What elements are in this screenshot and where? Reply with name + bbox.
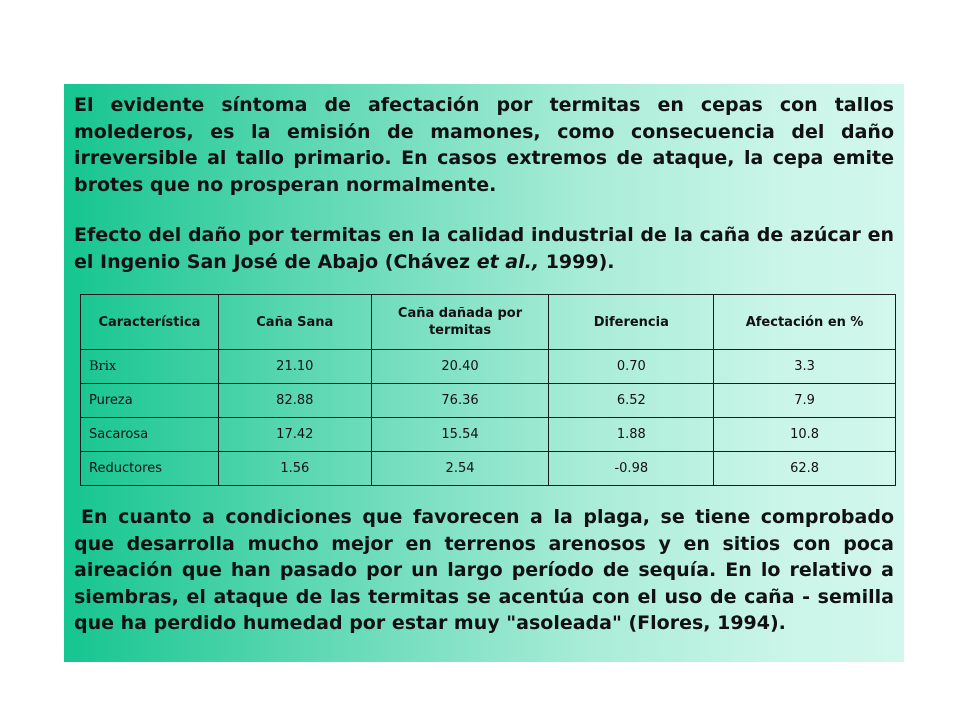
table-row: [81, 384, 896, 418]
caption-italic: et al.,: [476, 250, 540, 273]
table-caption: [74, 222, 894, 275]
cell-value: 15.54: [371, 418, 549, 452]
cell-value: 82.88: [218, 384, 371, 418]
header-cana-sana: Caña Sana: [218, 295, 371, 350]
cell-value: 7.9: [714, 384, 896, 418]
cell-value: 2.54: [371, 452, 549, 486]
header-caracteristica: Característica: [81, 295, 219, 350]
cell-value: 3.3: [714, 350, 896, 384]
cell-value: 0.70: [549, 350, 714, 384]
cell-value: 21.10: [218, 350, 371, 384]
cell-value: 1.88: [549, 418, 714, 452]
row-label: Reductores: [81, 452, 219, 486]
table-row: [81, 350, 896, 384]
cell-value: 20.40: [371, 350, 549, 384]
row-label: Pureza: [81, 384, 219, 418]
table-header-row: [81, 295, 896, 350]
intro-paragraph: El evidente síntoma de afectación por termitas en cepas con tallos molederos, es la emisión de mamones, como consecuencia del daño irreversible al tallo primario. En casos extremos de ataque, la cepa emite brotes que no prosperan normalmente.: [74, 94, 894, 196]
cell-value: 62.8: [714, 452, 896, 486]
row-label: Sacarosa: [81, 418, 219, 452]
cell-value: 76.36: [371, 384, 549, 418]
header-diferencia: Diferencia: [549, 295, 714, 350]
row-label: Brix: [81, 350, 219, 384]
caption-year: 1999).: [539, 250, 615, 273]
cell-value: -0.98: [549, 452, 714, 486]
header-afectacion: Afectación en %: [714, 295, 896, 350]
cell-value: 10.8: [714, 418, 896, 452]
caption-text: Efecto del daño por termitas en la calidad industrial de la caña de azúcar en el Ingenio San José de Abajo (Chávez: [74, 224, 894, 273]
header-cana-danada: Caña dañada por termitas: [371, 295, 549, 350]
table-row: [81, 418, 896, 452]
cell-value: 6.52: [549, 384, 714, 418]
damage-quality-table: [80, 294, 896, 486]
conditions-paragraph: En cuanto a condiciones que favorecen a la plaga, se tiene comprobado que desarrolla mucho mejor en terrenos arenosos y en sitios con poca aireación que han pasado por un largo período de sequía. En lo relativo a siembras, el ataque de las termitas se acentúa con el uso de caña - semilla que ha perdido humedad por estar muy "asoleada" (Flores, 1994).: [74, 506, 894, 634]
cell-value: 17.42: [218, 418, 371, 452]
cell-value: 1.56: [218, 452, 371, 486]
table-row: [81, 452, 896, 486]
